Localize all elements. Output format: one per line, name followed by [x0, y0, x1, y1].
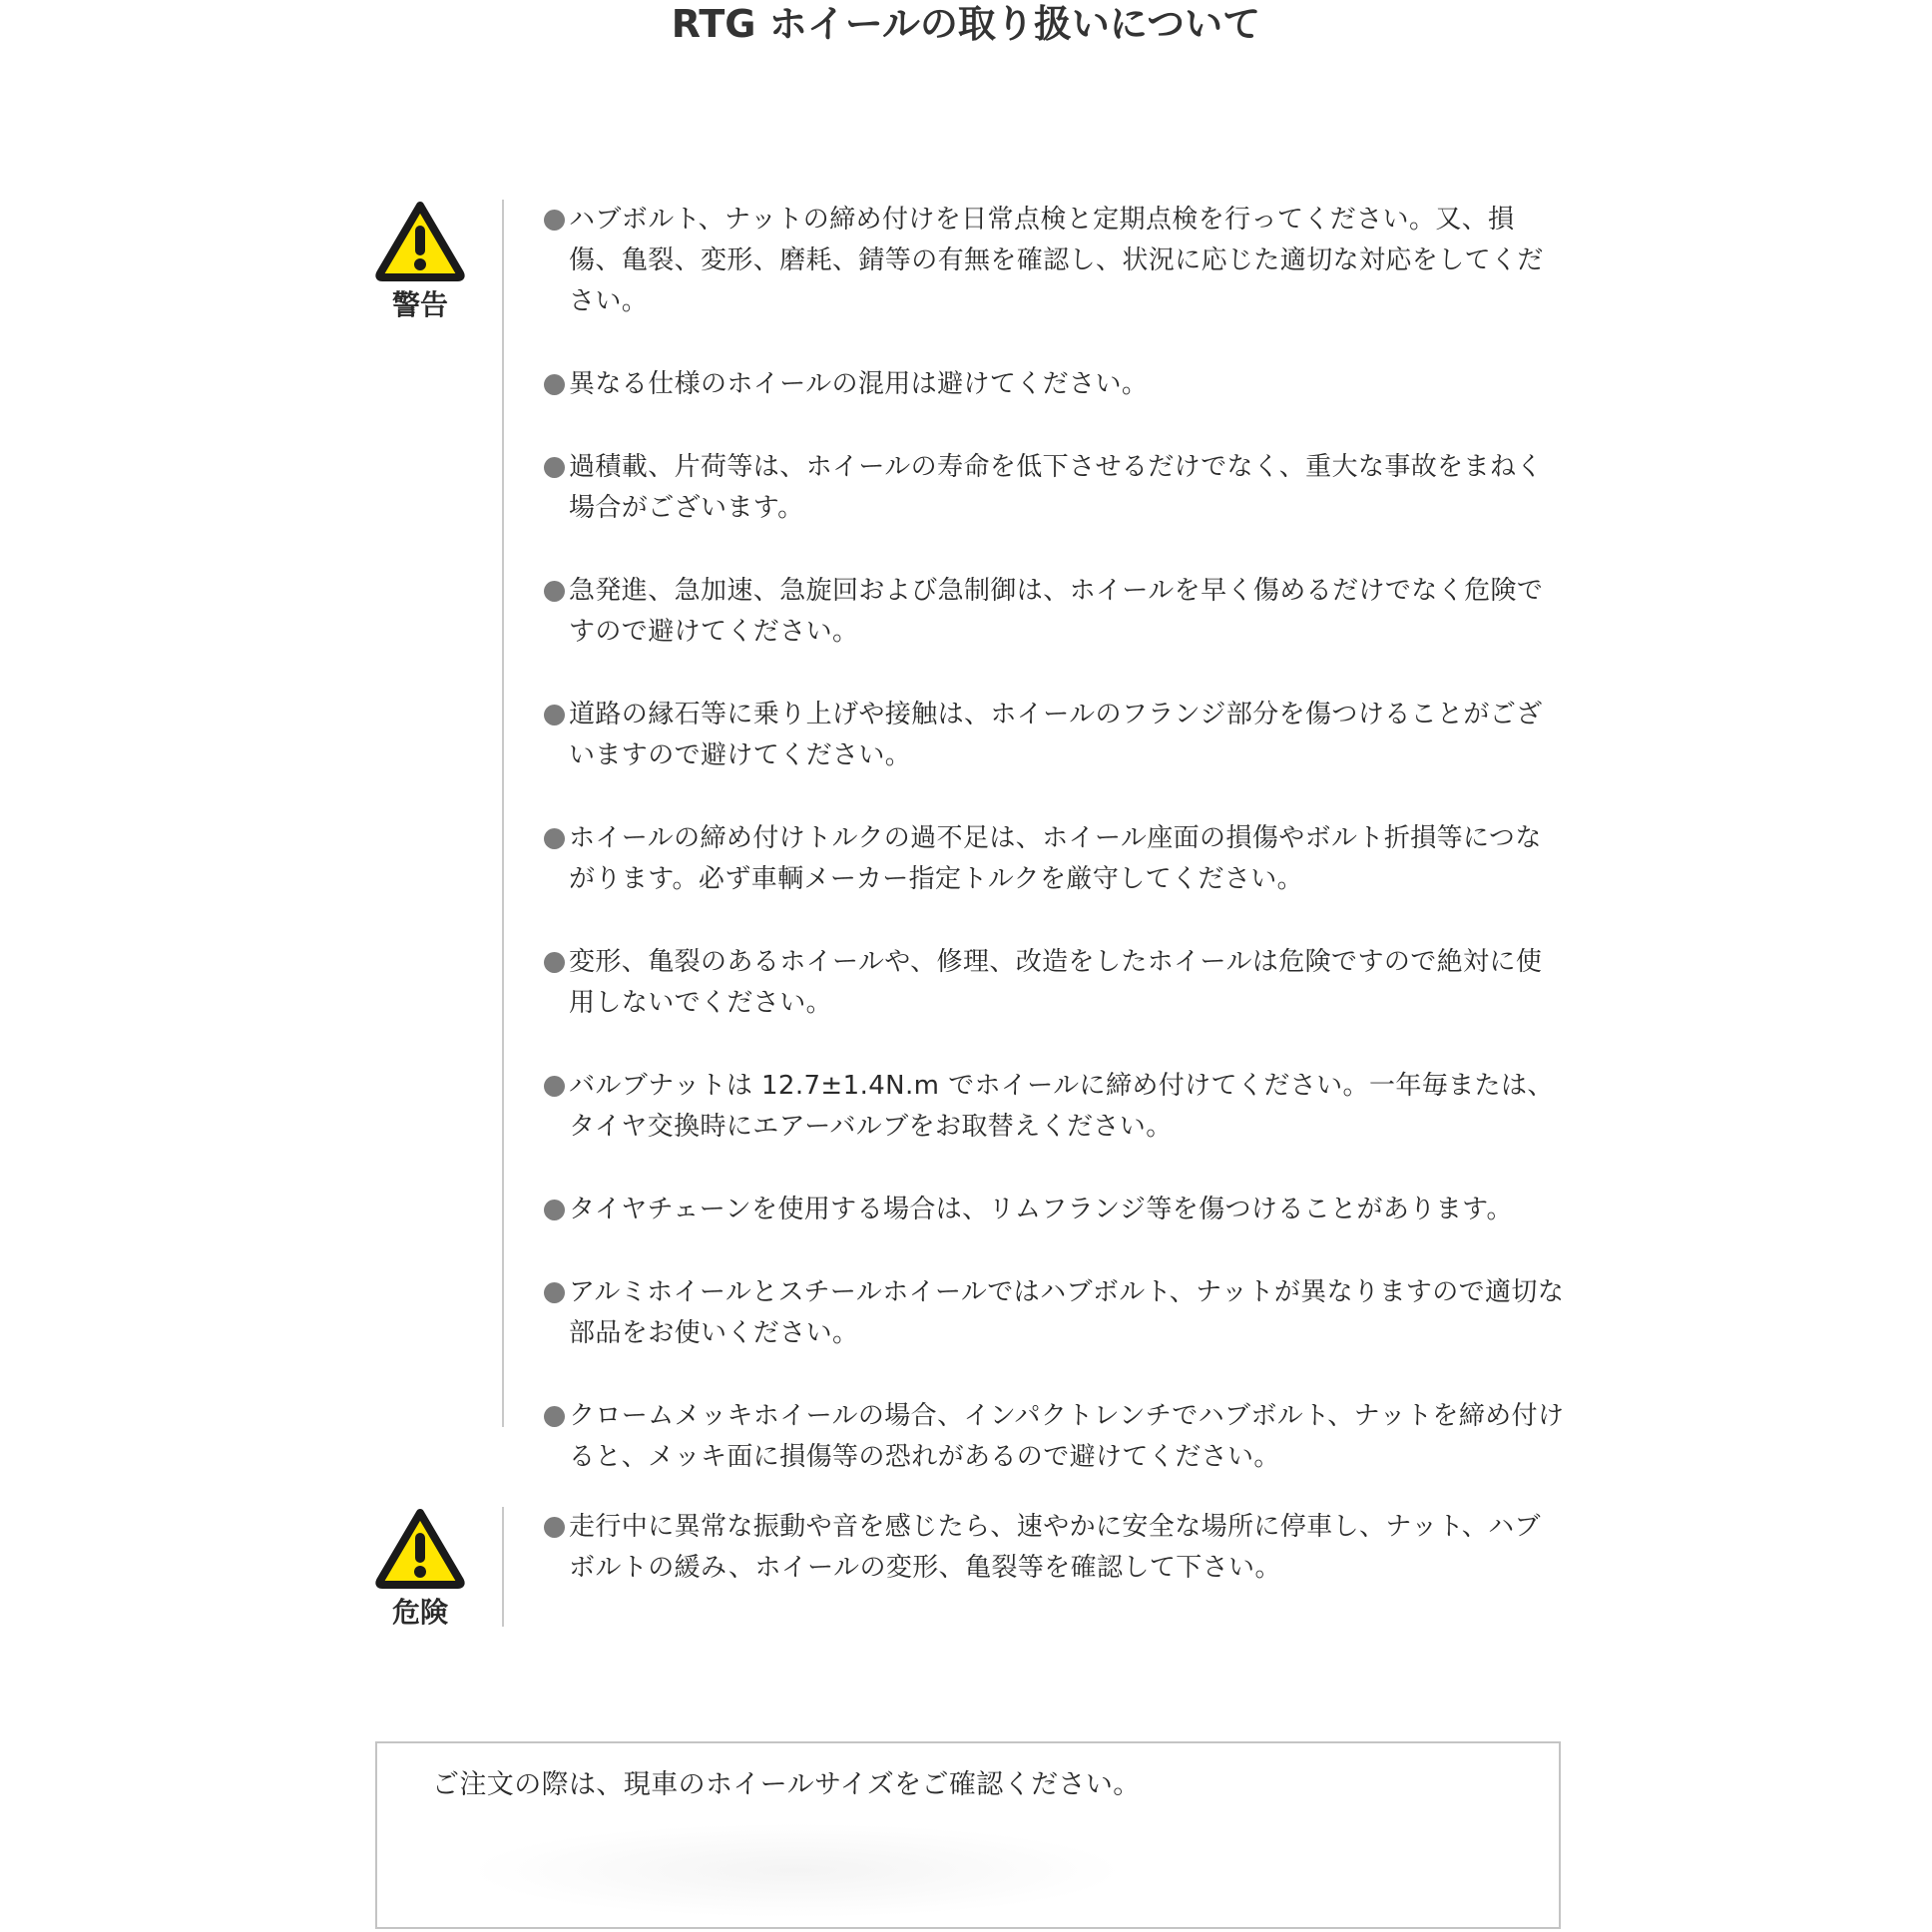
bullet-icon	[544, 210, 565, 231]
list-item	[544, 1190, 1567, 1230]
warning-label: 警告	[391, 288, 448, 321]
warning-section	[0, 200, 1932, 1472]
warning-triangle-icon	[374, 200, 466, 281]
list-item	[544, 447, 1567, 529]
order-notice-text: ご注文の際は、現車のホイールサイズをご確認ください。	[432, 1769, 1141, 1800]
item-text: ホイールの締め付けトルクの過不足は、ホイール座面の損傷やボルト折損等につながります。必ず車輌メーカー指定トルクを厳守してください。	[569, 823, 1542, 894]
item-text: 走行中に異常な振動や音を感じたら、速やかに安全な場所に停車し、ナット、ハブボルトの緩み、ホイールの変形、亀裂等を確認して下さい。	[569, 1512, 1541, 1583]
item-text: 過積載、片荷等は、ホイールの寿命を低下させるだけでなく、重大な事故をまねく場合がございます。	[569, 452, 1543, 523]
list-item	[544, 364, 1567, 405]
item-text: ハブボルト、ナットの締め付けを日常点検と定期点検を行ってください。又、損傷、亀裂、変形、磨耗、錆等の有無を確認し、状況に応じた適切な対応をしてください。	[569, 205, 1544, 316]
list-item	[544, 1272, 1567, 1354]
danger-section	[0, 1507, 1932, 1627]
bullet-icon	[544, 1200, 565, 1220]
list-item	[544, 1507, 1567, 1589]
list-item	[544, 695, 1567, 776]
item-text: 道路の縁石等に乗り上げや接触は、ホイールのフランジ部分を傷つけることがございますので避けてください。	[569, 700, 1543, 770]
warning-badge	[374, 200, 466, 321]
list-item	[544, 200, 1567, 322]
notice-background-fade	[467, 1823, 1126, 1918]
bullet-icon	[544, 1517, 565, 1538]
warning-divider	[502, 200, 504, 1427]
bullet-icon	[544, 1406, 565, 1427]
danger-label: 危険	[391, 1596, 448, 1629]
bullet-icon	[544, 705, 565, 725]
item-text: 急発進、急加速、急旋回および急制御は、ホイールを早く傷めるだけでなく危険ですので避けてください。	[569, 576, 1544, 647]
item-text: 異なる仕様のホイールの混用は避けてください。	[569, 369, 1149, 399]
danger-badge	[374, 1507, 466, 1629]
page-title: RTG ホイールの取り扱いについて	[671, 2, 1261, 46]
danger-list	[544, 1507, 1567, 1589]
item-text: クロームメッキホイールの場合、インパクトレンチでハブボルト、ナットを締め付けると、メッキ面に損傷等の恐れがあるので避けてください。	[569, 1401, 1565, 1472]
list-item	[544, 1066, 1567, 1148]
order-notice-box	[375, 1741, 1561, 1929]
item-text: タイヤチェーンを使用する場合は、リムフランジ等を傷つけることがあります。	[569, 1195, 1513, 1224]
bullet-icon	[544, 581, 565, 602]
warning-triangle-icon	[374, 1507, 466, 1589]
danger-divider	[502, 1507, 504, 1627]
list-item	[544, 942, 1567, 1024]
bullet-icon	[544, 457, 565, 478]
bullet-icon	[544, 1076, 565, 1097]
bullet-icon	[544, 374, 565, 395]
bullet-icon	[544, 828, 565, 849]
item-text: 変形、亀裂のあるホイールや、修理、改造をしたホイールは危険ですので絶対に使用しないでください。	[569, 947, 1543, 1018]
item-text: バルブナットは 12.7±1.4N.m でホイールに締め付けてください。一年毎または、タイヤ交換時にエアーバルブをお取替えください。	[569, 1071, 1554, 1142]
warning-list	[544, 200, 1567, 1520]
item-text: アルミホイールとスチールホイールではハブボルト、ナットが異なりますので適切な部品をお使いください。	[569, 1277, 1565, 1348]
list-item	[544, 571, 1567, 653]
bullet-icon	[544, 1282, 565, 1303]
bullet-icon	[544, 952, 565, 973]
list-item	[544, 1396, 1567, 1478]
list-item	[544, 818, 1567, 900]
